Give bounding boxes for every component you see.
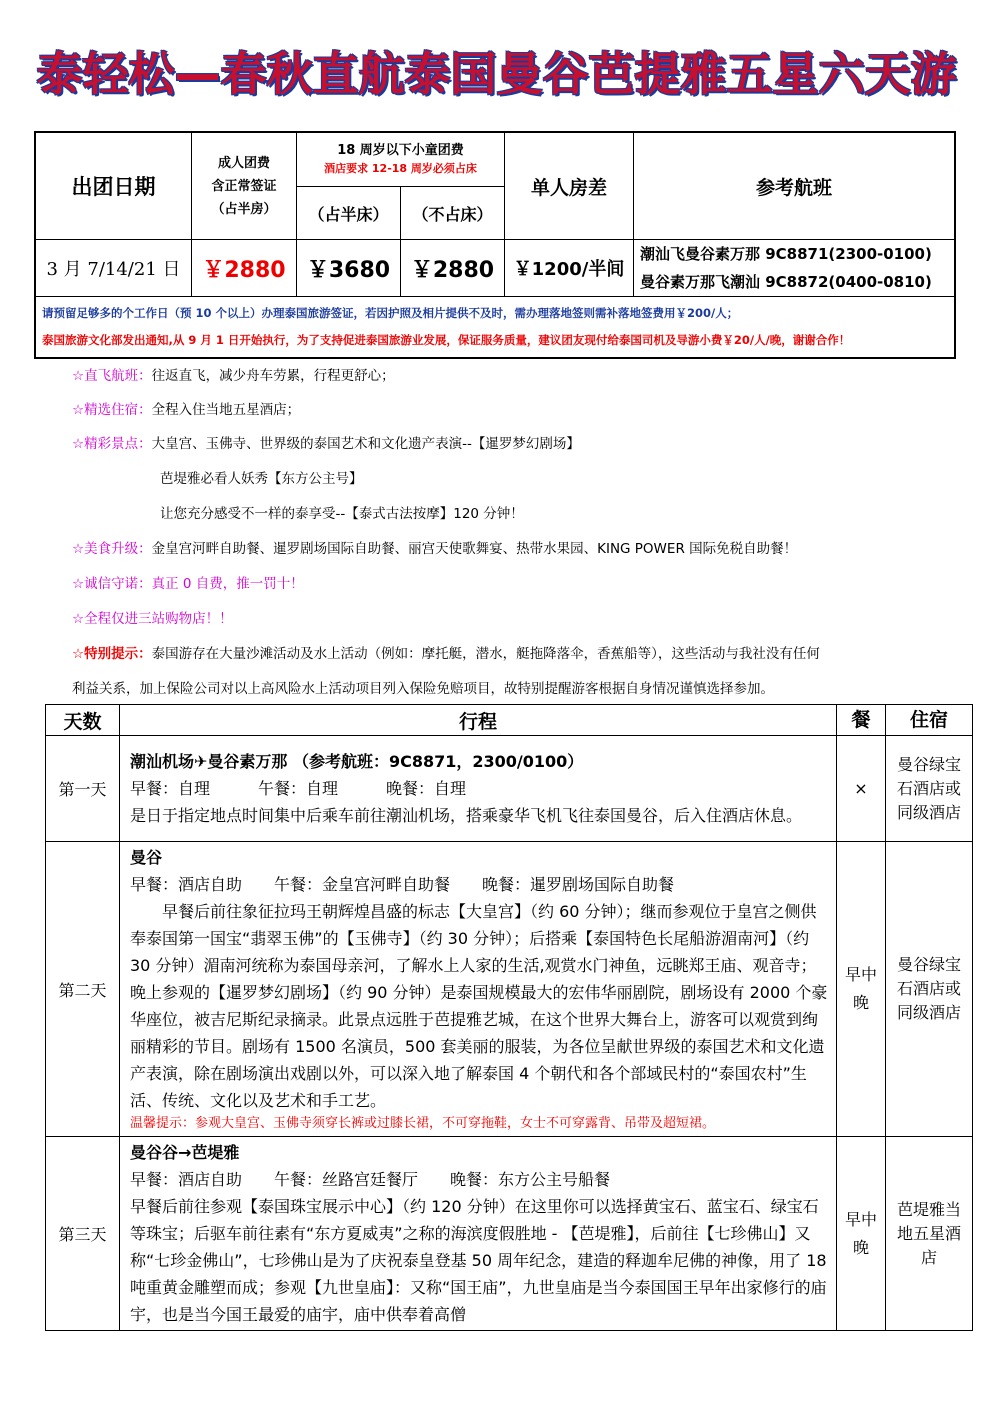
- flight-info: 潮汕飞曼谷素万那 9C8871(2300-0100) 曼谷素万那飞潮汕 9C8872(0400-0810): [634, 240, 956, 297]
- day-3-row: [46, 1137, 973, 1331]
- feature-food: ☆美食升级：金皇宫河畔自助餐、暹罗剧场国际自助餐、丽宫天使歌舞宴、热带水果园、KING POWER 国际免税自助餐！: [72, 541, 798, 557]
- header-child-half: （占半床）: [297, 187, 401, 240]
- feature-special-line2: 利益关系，加上保险公司对以上高风险水上活动项目列入保险免赔项目，故特别提醒游客根据自身情况谨慎选择参加。: [72, 681, 774, 697]
- day-1-details: [120, 736, 837, 842]
- day-3-meals: 早餐：酒店自助 午餐：丝路宫廷餐厅 晚餐：东方公主号船餐: [130, 1170, 611, 1189]
- tip-notice: 泰国旅游文化部发出通知,从 9 月 1 日开始执行，为了支持促进泰国旅游业发展，保证服务质量，建议团友现付给泰国司机及导游小费￥20/人/晚，谢谢合作！: [42, 333, 851, 347]
- day-1-text: 是日于指定地点时间集中后乘车前往潮汕机场，搭乘豪华飞机飞往泰国曼谷，后入住酒店休息。: [130, 806, 803, 825]
- feature-sights-line2: 芭堤雅必看人妖秀【东方公主号】: [160, 471, 363, 487]
- day-2-hotel: 曼谷绿宝石酒店或同级酒店: [886, 842, 973, 1137]
- day-2-text: 早餐后前往象征拉玛王朝辉煌昌盛的标志【大皇宫】（约 60 分钟）；继而参观位于皇宫之侧供奉泰国第一国宝“翡翠玉佛”的【玉佛寺】（约 30 分钟）；后搭乘【泰国特色长尾船游湄南河】（约 30 分钟）湄南河统称为泰国母亲河，了解水上人家的生活,观赏水门神鱼，远眺郑王庙、观音寺；晚上参观的【暹罗梦幻剧场】（约 90 分钟）是泰国规模最大的宏伟华丽剧院，剧场设有 2000 个豪华座位，被吉尼斯纪录摘录。此景点远胜于芭提雅艺城，在这个世界大舞台上，游客可以观赏到绚丽精彩的节目。剧场有 1500 名演员，500 套美丽的服装，为各位呈献世界级的泰国艺术和文化遗产表演，除在剧场演出戏剧以外，可以深入地了解泰国 4 个朝代和各个部域民村的“泰国农村”生活、传统、文化以及艺术和手工艺。: [130, 902, 828, 1110]
- header-day: 天数: [46, 705, 120, 736]
- feature-special: ☆特别提示：泰国游存在大量沙滩活动及水上活动（例如：摩托艇，潜水，艇拖降落伞，香蕉船等），这些活动与我社没有任何: [72, 646, 820, 662]
- header-single: 单人房差: [505, 132, 634, 240]
- day-2-title: 曼谷: [130, 848, 163, 867]
- notice-block: [35, 297, 955, 359]
- child-nobed-price: ￥2880: [401, 240, 505, 297]
- feature-sights: ☆精彩景点：大皇宫、玉佛寺、世界级的泰国艺术和文化遗产表演--【暹罗梦幻剧场】: [72, 436, 580, 452]
- child-half-price: ￥3680: [297, 240, 401, 297]
- visa-notice: 请预留足够多的个工作日（预 10 个以上）办理泰国旅游签证，若因护照及相片提供不及时，需办理落地签则需补落地签费用￥200/人；: [42, 306, 739, 320]
- day-2-meal: 早中晚: [837, 842, 886, 1137]
- day-1-meal: ×: [837, 736, 886, 842]
- day-1-meals: 早餐：自理 午餐：自理 晚餐：自理: [130, 779, 467, 798]
- day-label: 第二天: [46, 842, 120, 1137]
- page-title: 泰轻松—春秋直航泰国曼谷芭提雅五星六天游: [36, 47, 957, 101]
- feature-flight: ☆直飞航班：往返直飞，减少舟车劳累，行程更舒心；: [72, 368, 395, 384]
- day-2-warning: 温馨提示：参观大皇宫、玉佛寺须穿长裤或过膝长裙，不可穿拖鞋，女士不可穿露背、吊带及超短裙。: [130, 1116, 716, 1131]
- day-3-meal: 早中晚: [837, 1137, 886, 1331]
- day-1-title: 潮汕机场✈曼谷素万那 （参考航班：9C8871，2300/0100）: [130, 752, 584, 771]
- header-hotel: 住宿: [886, 705, 973, 736]
- day-label: 第三天: [46, 1137, 120, 1331]
- day-3-text: 早餐后前往参观【泰国珠宝展示中心】（约 120 分钟）在这里你可以选择黄宝石、蓝宝石、绿宝石等珠宝；后驱车前往素有“东方夏威夷”之称的海滨度假胜地 - 【芭堤雅】，后前往【七珍佛山】又称“七珍金佛山”，七珍佛山是为了庆祝泰皇登基 50 周年纪念，建造的释迦牟尼佛的神像，用了 18 吨重黄金雕塑而成；参观【九世皇庙】：又称“国王庙”，九世皇庙是当今泰国国王早年出家修行的庙宇，也是当今国王最爱的庙宇，庙中供奉着高僧: [130, 1197, 827, 1324]
- header-route: 行程: [120, 705, 837, 736]
- feature-sights-line3: 让您充分感受不一样的泰享受--【泰式古法按摩】120 分钟！: [160, 506, 524, 522]
- row-date: 3 月 7/14/21 日: [35, 240, 192, 297]
- day-1-row: [46, 736, 973, 842]
- day-1-hotel: 曼谷绿宝石酒店或同级酒店: [886, 736, 973, 842]
- day-2-details: [120, 842, 837, 1137]
- adult-price: ￥2880: [192, 240, 297, 297]
- day-3-details: [120, 1137, 837, 1331]
- feature-hotel: ☆精选住宿：全程入住当地五星酒店；: [72, 402, 301, 418]
- header-date: 出团日期: [35, 132, 192, 240]
- feature-honesty: ☆诚信守诺：真正 0 自费，推一罚十！: [72, 576, 304, 592]
- day-3-title: 曼谷谷→芭堤雅: [130, 1143, 240, 1162]
- single-price: ￥1200/半间: [505, 240, 634, 297]
- itinerary-table: [45, 704, 973, 1331]
- header-child-nobed: （不占床）: [401, 187, 505, 240]
- price-table: [34, 131, 956, 359]
- day-3-hotel: 芭堤雅当地五星酒店: [886, 1137, 973, 1331]
- day-label: 第一天: [46, 736, 120, 842]
- day-2-row: [46, 842, 973, 1137]
- day-2-meals: 早餐：酒店自助 午餐：金皇宫河畔自助餐 晚餐：暹罗剧场国际自助餐: [130, 875, 675, 894]
- header-meal: 餐: [837, 705, 886, 736]
- feature-shopping: ☆全程仅进三站购物店！！: [72, 611, 233, 627]
- header-child: 18 周岁以下小童团费 酒店要求 12-18 周岁必须占床: [297, 132, 505, 187]
- header-flight: 参考航班: [634, 132, 956, 240]
- header-adult: 成人团费 含正常签证 （占半房）: [192, 132, 297, 240]
